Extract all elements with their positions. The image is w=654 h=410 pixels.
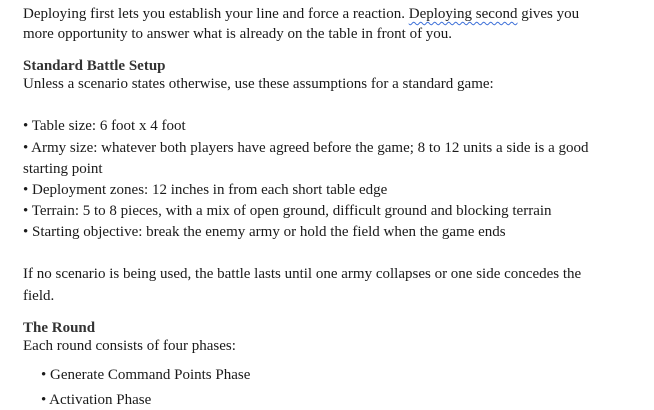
- setup-lead-text: Unless a scenario states otherwise, use these assumptions for a standard game:: [23, 76, 494, 92]
- intro-text-start: Deploying first lets you establish your line and force a reaction.: [23, 6, 409, 22]
- setup-bullet-table-size: • Table size: 6 foot x 4 foot: [23, 118, 186, 134]
- section-heading-standard-battle-setup: Standard Battle Setup: [23, 58, 166, 74]
- setup-bullet-army-size-continued: starting point: [23, 161, 103, 177]
- setup-bullet-terrain: • Terrain: 5 to 8 pieces, with a mix of open ground, difficult ground and blocking terrain: [23, 203, 552, 219]
- setup-bullet-starting-objective: • Starting objective: break the enemy army or hold the field when the game ends: [23, 224, 506, 240]
- intro-paragraph-line-2: more opportunity to answer what is already on the table in front of you.: [23, 26, 453, 42]
- setup-bullet-army-size: • Army size: whatever both players have agreed before the game; 8 to 12 units a side is a good: [23, 140, 589, 156]
- grammar-flagged-phrase[interactable]: Deploying second: [408, 6, 518, 22]
- round-phase-generate-command-points: • Generate Command Points Phase: [41, 367, 251, 383]
- round-phase-activation: • Activation Phase: [41, 392, 152, 408]
- setup-closing-line-2: field.: [23, 288, 55, 304]
- round-lead-text: Each round consists of four phases:: [23, 338, 236, 354]
- intro-text-end: gives you: [517, 6, 580, 22]
- intro-paragraph-line-1: [23, 4, 579, 24]
- setup-bullet-deployment-zones: • Deployment zones: 12 inches in from each short table edge: [23, 182, 388, 198]
- setup-closing-line-1: If no scenario is being used, the battle lasts until one army collapses or one side concedes the: [23, 266, 582, 282]
- section-heading-the-round: The Round: [23, 320, 96, 336]
